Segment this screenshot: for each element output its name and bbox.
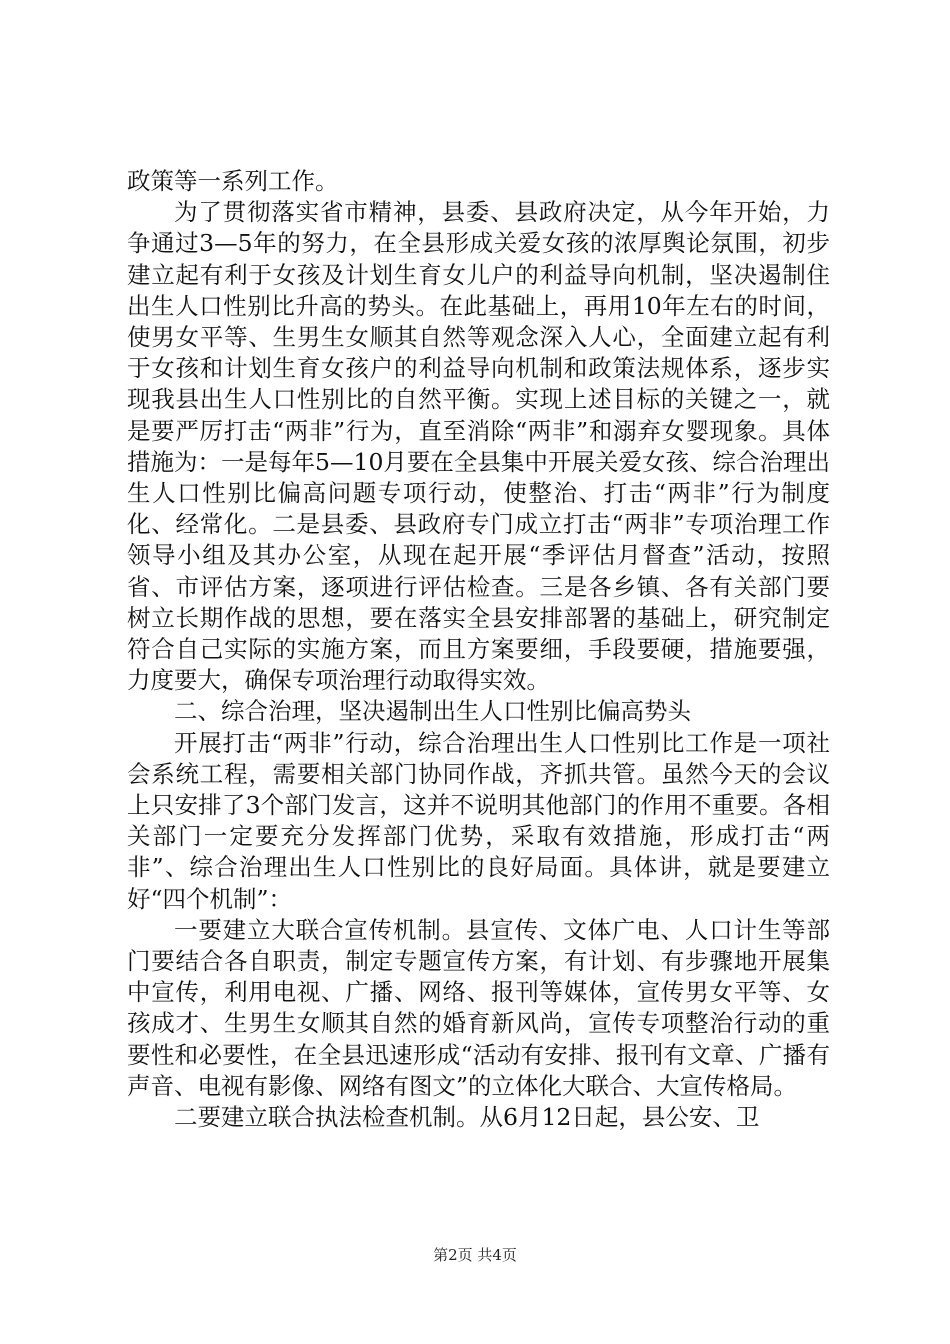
paragraph-enforcement-mechanism: 二要建立联合执法检查机制。从6月12日起，县公安、卫 [174, 1103, 760, 1132]
paragraph-goals: 为了贯彻落实省市精神，县委、县政府决定，从今年开始，力争通过3—5年的努力，在全县形成关爱女孩的浓厚舆论氛围，初步建立起有利于女孩及计划生育女儿户的利益导向机制，坚决遏制住出生人口性别比升高的势头。在此基础上，再用10年左右的时间，使男女平等、生男生女顺其自然等观念深入人心，全面建立起有利于女孩和计划生育女孩户的利益导向机制和政策法规体系，逐步实现我县出生人口性别比的自然平衡。实现上述目标的关键之一，就是要严厉打击“两非”行为，直至消除“两非”和溺弃女婴现象。具体措施为：一是每年5—10月要在全县集中开展关爱女孩、综合治理出生人口性别比偏高问题专项行动，使整治、打击“两非”行为制度化、经常化。二是县委、县政府专门成立打击“两非”专项治理工作领导小组及其办公室，从现在起开展“季评估月督查”活动，按照省、市评估方案，逐项进行评估检查。三是各乡镇、各有关部门要树立长期作战的思想，要在落实全县安排部署的基础上，研究制定符合自己实际的实施方案，而且方案要细，手段要硬，措施要强，力度要大，确保专项治理行动取得实效。 [127, 198, 830, 695]
section-heading: 二、综合治理，坚决遏制出生人口性别比偏高势头 [174, 697, 691, 726]
paragraph-publicity-mechanism: 一要建立大联合宣传机制。县宣传、文体广电、人口计生等部门要结合各自职责，制定专题宣传方案，有计划、有步骤地开展集中宣传，利用电视、广播、网络、报刊等媒体，宣传男女平等、女孩成才、生男生女顺其自然的婚育新风尚，宣传专项整治行动的重要性和必要性，在全县迅速形成“活动有安排、报刊有文章、广播有声音、电视有影像、网络有图文”的立体化大联合、大宣传格局。 [127, 915, 830, 1100]
paragraph-mechanisms-intro: 开展打击“两非”行动，综合治理出生人口性别比工作是一项社会系统工程，需要相关部门协同作战，齐抓共管。虽然今天的会议上只安排了3个部门发言，这并不说明其他部门的作用不重要。各相关部门一定要充分发挥部门优势，采取有效措施，形成打击“两非”、综合治理出生人口性别比的良好局面。具体讲，就是要建立好“四个机制”： [127, 728, 830, 913]
page-number-label: 第2页 共4页 [433, 1246, 517, 1264]
page-footer [0, 1245, 950, 1265]
paragraph-continuation: 政策等一系列工作。 [127, 167, 339, 195]
document-body [127, 166, 830, 1133]
